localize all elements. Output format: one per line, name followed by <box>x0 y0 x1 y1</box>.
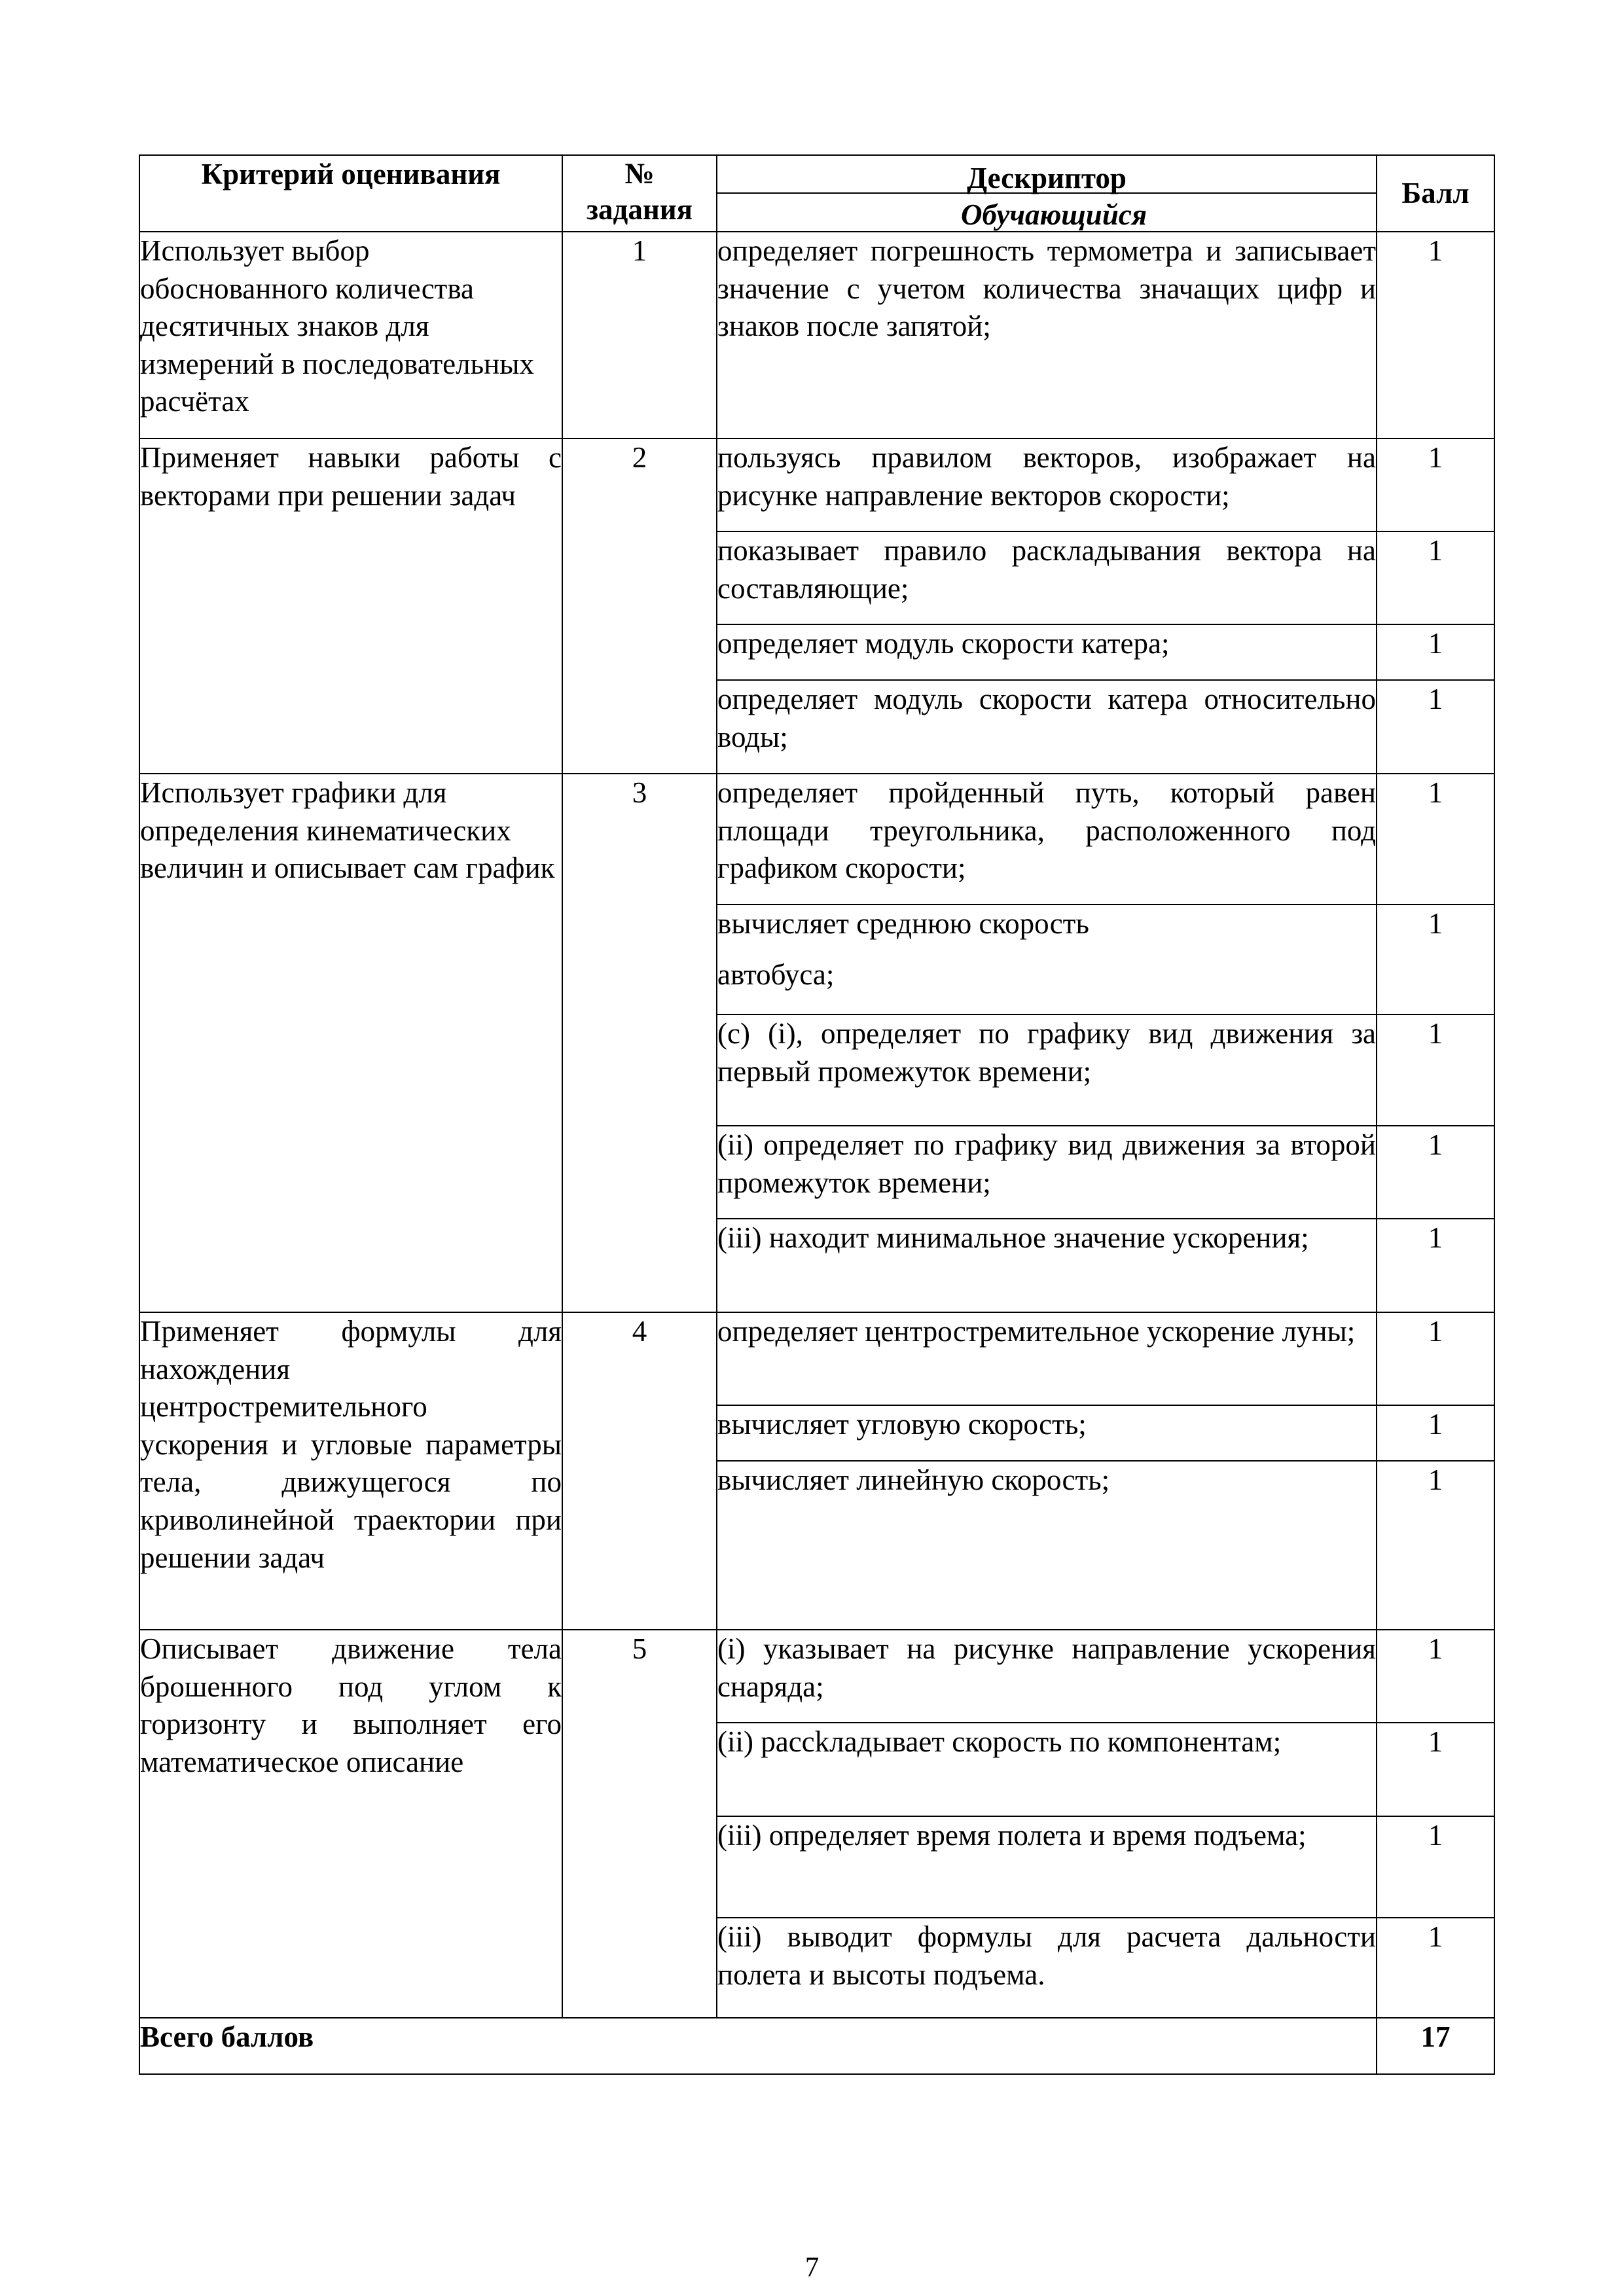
score-cell: 1 <box>1377 1126 1494 1219</box>
descriptor-cell: вычисляет угловую скорость; <box>717 1405 1377 1461</box>
score-cell: 1 <box>1377 1816 1494 1918</box>
descriptor-cell: (iii) выводит формулы для расчета дальности полета и высоты подъема. <box>717 1918 1377 2018</box>
score-cell: 1 <box>1377 1918 1494 2018</box>
score-cell: 1 <box>1377 1630 1494 1723</box>
descriptor-cell: (iii) находит минимальное значение ускорения; <box>717 1219 1377 1312</box>
table-row <box>139 232 1494 439</box>
header-task-number-symbol: № <box>624 157 655 190</box>
total-label: Всего баллов <box>139 2018 1377 2074</box>
table-row <box>139 1312 1494 1405</box>
header-task-number-word: задания <box>586 192 693 226</box>
descriptor-cell: вычисляет линейную скорость; <box>717 1461 1377 1630</box>
table-row <box>139 774 1494 905</box>
score-cell: 1 <box>1377 232 1494 439</box>
task-number-cell: 3 <box>562 774 717 1312</box>
header-descriptor <box>717 155 1377 232</box>
score-cell: 1 <box>1377 905 1494 1014</box>
score-cell: 1 <box>1377 1461 1494 1630</box>
total-row <box>139 2018 1494 2074</box>
descriptor-cell: (iii) определяет время полета и время подъема; <box>717 1816 1377 1918</box>
task-number-cell: 1 <box>562 232 717 439</box>
header-task-number <box>562 155 717 232</box>
descriptor-text-continued: автобуса; <box>717 958 835 991</box>
task-number-cell: 2 <box>562 439 717 774</box>
score-cell: 1 <box>1377 439 1494 531</box>
descriptor-cell: определяет погрешность термометра и записывает значение с учетом количества значащих цифр и знаков после запятой; <box>717 232 1377 439</box>
criterion-cell: Применяет формулы для нахождения центростремительного ускорения и угловые параметры тела, движущегося по криволинейной траектории при решении задач <box>139 1312 562 1630</box>
criterion-cell: Описывает движение тела брошенного под углом к горизонту и выполняет его математическое описание <box>139 1630 562 2018</box>
descriptor-cell: определяет центростремительное ускорение луны; <box>717 1312 1377 1405</box>
score-cell: 1 <box>1377 624 1494 680</box>
task-number-cell: 5 <box>562 1630 717 2018</box>
criterion-cell: Применяет навыки работы с векторами при решении задач <box>139 439 562 774</box>
descriptor-cell: показывает правило раскладывания вектора на составляющие; <box>717 531 1377 624</box>
descriptor-cell: (i) указывает на рисунке направление ускорения снаряда; <box>717 1630 1377 1723</box>
score-cell: 1 <box>1377 531 1494 624</box>
descriptor-text: вычисляет среднюю скорость <box>717 907 1089 940</box>
header-learner: Обучающийся <box>961 198 1147 231</box>
score-cell: 1 <box>1377 774 1494 905</box>
table-row <box>139 1630 1494 1723</box>
score-cell: 1 <box>1377 1014 1494 1126</box>
total-score: 17 <box>1377 2018 1494 2074</box>
page-number: 7 <box>804 2252 820 2283</box>
score-cell: 1 <box>1377 1312 1494 1405</box>
score-cell: 1 <box>1377 1723 1494 1816</box>
score-cell: 1 <box>1377 680 1494 774</box>
descriptor-cell: (ii) определяет по графику вид движения за второй промежуток времени; <box>717 1126 1377 1219</box>
criterion-cell: Использует графики для определения кинематических величин и описывает сам график <box>139 774 562 1312</box>
descriptor-cell: (с) (i), определяет по графику вид движения за первый промежуток времени; <box>717 1014 1377 1126</box>
descriptor-cell: пользуясь правилом векторов, изображает на рисунке направление векторов скорости; <box>717 439 1377 531</box>
descriptor-cell: (ii) рассkладывает скорость по компонентам; <box>717 1723 1377 1816</box>
descriptor-cell <box>717 905 1377 1014</box>
criterion-cell: Использует выбор обоснованного количества десятичных знаков для измерений в последовательных расчётах <box>139 232 562 439</box>
header-score: Балл <box>1377 155 1494 232</box>
header-criterion: Критерий оценивания <box>139 155 562 232</box>
header-descriptor-title: Дескриптор <box>717 156 1376 194</box>
descriptor-cell: определяет пройденный путь, который равен площади треугольника, расположенного под графиком скорости; <box>717 774 1377 905</box>
score-cell: 1 <box>1377 1219 1494 1312</box>
table-row <box>139 439 1494 531</box>
descriptor-cell: определяет модуль скорости катера; <box>717 624 1377 680</box>
header-row <box>139 155 1494 232</box>
score-cell: 1 <box>1377 1405 1494 1461</box>
task-number-cell: 4 <box>562 1312 717 1630</box>
assessment-rubric-table <box>139 154 1495 2075</box>
descriptor-cell: определяет модуль скорости катера относительно воды; <box>717 680 1377 774</box>
